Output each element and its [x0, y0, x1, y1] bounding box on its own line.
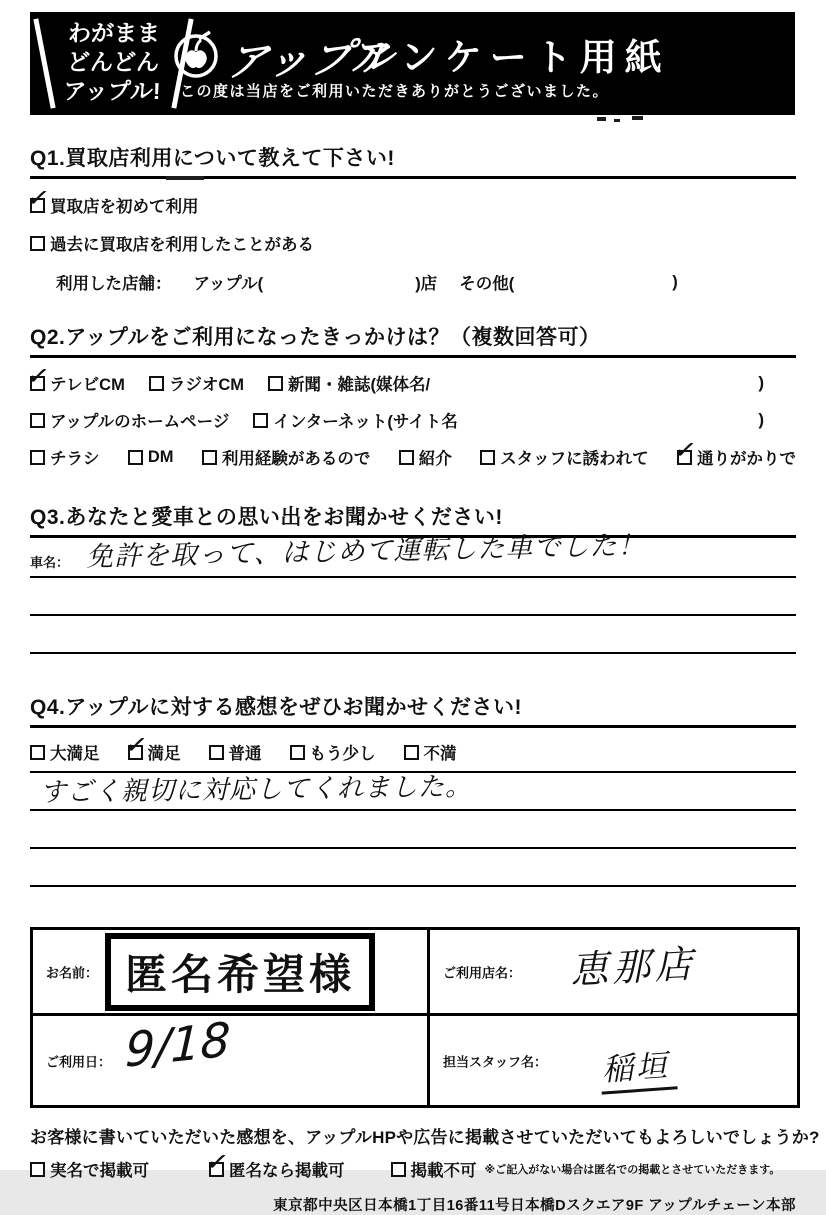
checkbox-square — [30, 745, 45, 760]
checkbox-label: スタッフに誘われて — [500, 450, 649, 468]
checkbox — [209, 745, 224, 760]
q4-answer-line-4 — [30, 849, 796, 887]
publication-consent-section — [30, 1123, 820, 1181]
checkbox — [202, 450, 217, 465]
checkbox — [24, 358, 52, 394]
q1-option-row — [30, 231, 796, 255]
check-mark-icon: ✓ — [671, 432, 699, 468]
consent-option-row — [30, 1144, 796, 1181]
checkbox-square — [480, 450, 495, 465]
checkbox-label: 紹介 — [418, 450, 452, 468]
consent-option-anonymous — [203, 1144, 345, 1181]
q2-option-tv-cm — [24, 358, 125, 395]
slogan-line-2: どんどん — [66, 48, 160, 75]
checkbox — [480, 450, 495, 465]
checkbox-label: 買取店を初めて利用 — [50, 198, 199, 216]
check-mark-icon: ✓ — [203, 1144, 231, 1180]
customer-info-table — [30, 927, 800, 1108]
q2-row-3 — [30, 432, 796, 469]
section-q2 — [24, 321, 796, 469]
check-mark-icon: ✓ — [24, 180, 52, 216]
q4-handwritten-answer: すごく親切に対応してくれました。 — [39, 771, 473, 809]
q1-title: Q1.買取店利用について教えて下さい! — [30, 147, 395, 170]
checkbox — [128, 450, 143, 465]
check-mark-icon: ✓ — [24, 358, 52, 394]
header-banner — [30, 12, 795, 115]
slogan-line-1: わがまま — [67, 20, 161, 46]
q2-rule — [30, 355, 796, 358]
checkbox-square — [268, 376, 283, 391]
checkbox-square — [391, 1162, 406, 1177]
anonymous-name-stamp: 匿名希望様 — [105, 933, 375, 1011]
date-cell — [33, 1012, 430, 1105]
checkbox-square — [290, 745, 305, 760]
apple-store-close-paren: )店 — [415, 275, 438, 293]
checkbox — [30, 450, 45, 465]
checkbox-label: 大満足 — [50, 745, 100, 763]
checkbox — [30, 1162, 45, 1177]
q2-option-past-experience — [202, 445, 371, 469]
store-name-handwritten: 恵那店 — [569, 941, 698, 993]
checkbox-label: 掲載不可 — [410, 1162, 477, 1180]
q4-option-dissatisfied — [404, 740, 457, 764]
store-cell — [430, 930, 797, 1016]
staff-name-label: 担当スタッフ名： — [443, 1054, 548, 1069]
visit-date-label: ご利用日： — [46, 1054, 112, 1069]
car-name-label: 車名： — [30, 555, 70, 570]
form-body — [24, 115, 820, 1215]
checkbox-square — [399, 450, 414, 465]
checkbox-label: チラシ — [50, 450, 100, 468]
q1-option-first-time — [24, 180, 199, 217]
q2-option-homepage — [30, 408, 229, 432]
q2-option-radio-cm — [149, 371, 244, 395]
checkbox-square — [149, 376, 164, 391]
checkbox-label: 普通 — [228, 745, 262, 763]
q1-rule — [30, 176, 796, 179]
brand-logo-text: アップル — [223, 35, 399, 85]
section-q3 — [30, 501, 796, 654]
form-subtitle: この度は当店をご利用いただきありがとうございました。 — [180, 83, 610, 100]
q2-option-dm — [128, 448, 174, 467]
q2-row-1 — [24, 358, 796, 395]
checkbox-label: 実名で掲載可 — [50, 1162, 149, 1180]
q2-row-2 — [30, 408, 796, 432]
q3-answer-line-1 — [30, 530, 796, 578]
apple-logo-icon — [170, 26, 222, 80]
checkbox-label: 過去に買取店を利用したことがある — [50, 236, 314, 254]
q4-option-satisfied — [122, 727, 181, 764]
scan-noise — [632, 116, 643, 120]
scan-noise — [597, 117, 606, 121]
checkbox — [30, 745, 45, 760]
q2-option-flyer — [30, 445, 100, 469]
check-mark-icon: ✓ — [122, 727, 150, 763]
name-cell — [33, 930, 430, 1016]
checkbox — [290, 745, 305, 760]
checkbox — [149, 376, 164, 391]
checkbox-label: もう少し — [309, 745, 376, 763]
q2-option-referral — [399, 445, 452, 469]
slogan-badge — [52, 19, 173, 105]
checkbox — [404, 745, 419, 760]
other-store-open-paren: その他( — [459, 275, 515, 293]
checkbox-square — [30, 450, 45, 465]
q2-title: Q2.アップルをご利用になったきっかけは？（複数回答可） — [30, 326, 601, 349]
name-label: お名前： — [46, 965, 99, 980]
checkbox — [122, 727, 150, 763]
q2-option-invited-by-staff — [480, 445, 649, 469]
checkbox-label: ラジオCM — [168, 376, 245, 394]
q4-title: Q4.アップルに対する感想をぜひお聞かせください! — [30, 696, 523, 719]
consent-option-real-name — [30, 1157, 149, 1181]
checkbox-square — [209, 745, 224, 760]
section-q1 — [24, 142, 796, 294]
form-title: アンケート用紙 — [357, 37, 670, 78]
checkbox-label: 不満 — [423, 745, 457, 763]
checkbox-label: 利用経験があるので — [221, 450, 371, 468]
store-name-label: ご利用店名： — [443, 965, 522, 980]
q4-option-neutral — [209, 740, 262, 764]
checkbox — [30, 236, 45, 251]
checkbox-label: 匿名なら掲載可 — [229, 1162, 345, 1180]
q4-answer-line-2 — [30, 773, 796, 811]
checkbox — [671, 432, 699, 468]
checkbox — [30, 413, 45, 428]
q4-answer-line-3 — [30, 811, 796, 849]
q4-rule — [30, 725, 796, 728]
checkbox-label: 通りがかりで — [696, 450, 796, 468]
apple-store-open-paren: アップル( — [193, 275, 264, 293]
section-q4 — [30, 691, 796, 887]
checkbox-square — [404, 745, 419, 760]
q2-row2-close-paren: ) — [758, 410, 764, 429]
q1-store-line — [56, 270, 796, 294]
q2-option-internet — [253, 408, 457, 432]
store-used-label: 利用した店舗： — [56, 275, 172, 293]
checkbox-label: インターネット(サイト名 — [273, 413, 458, 431]
consent-option-no-publication — [391, 1157, 477, 1181]
q3-answer-line-3 — [30, 616, 796, 654]
q3-handwritten-answer: 免許を取って、はじめて運転した車でした！ — [85, 530, 646, 573]
checkbox — [24, 180, 52, 216]
staff-name-handwritten: 稲垣 — [598, 1039, 677, 1094]
checkbox-square — [30, 1162, 45, 1177]
staff-cell — [430, 1016, 797, 1105]
checkbox-label: テレビCM — [50, 376, 125, 394]
q2-option-passing-by — [671, 432, 796, 469]
scan-noise — [614, 119, 620, 122]
checkbox-label: 満足 — [147, 745, 181, 763]
q3-title: Q3.あなたと愛車との思い出をお聞かせください! — [30, 506, 503, 529]
q1-option-used-before — [30, 231, 314, 255]
checkbox — [268, 376, 283, 391]
q4-option-row — [30, 727, 796, 764]
visit-date-handwritten: 9/18 — [124, 1012, 232, 1079]
q3-answer-line-2 — [30, 578, 796, 616]
consent-note: ※ご記入がない場合は匿名での掲載とさせていただきます。 — [484, 1164, 781, 1176]
checkbox-label: DM — [147, 447, 174, 466]
slogan-line-3: アップル! — [62, 77, 162, 104]
checkbox-square — [30, 413, 45, 428]
checkbox — [399, 450, 414, 465]
other-store-close-paren: ) — [672, 272, 678, 291]
q4-option-could-be-better — [290, 740, 376, 764]
checkbox-label: 新聞・雑誌(媒体名/ — [288, 376, 431, 394]
q2-row1-close-paren: ) — [758, 373, 764, 392]
checkbox-square — [30, 236, 45, 251]
q1-option-row — [24, 180, 796, 217]
company-address: 東京都中央区日本橋1丁目16番11号日本橋Dスクエア9F アップルチェーン本部 — [273, 1198, 796, 1214]
checkbox — [203, 1144, 231, 1180]
consent-question: お客様に書いていただいた感想を、アップルHPや広告に掲載させていただいてもよろしいでしょうか? — [30, 1128, 820, 1147]
checkbox — [391, 1162, 406, 1177]
checkbox — [253, 413, 268, 428]
checkbox-square — [253, 413, 268, 428]
checkbox-square — [202, 450, 217, 465]
checkbox-square — [128, 450, 143, 465]
q2-option-newspaper — [268, 371, 430, 395]
checkbox-label: アップルのホームページ — [50, 413, 230, 431]
scan-noise — [166, 176, 204, 180]
q4-option-very-satisfied — [30, 740, 100, 764]
